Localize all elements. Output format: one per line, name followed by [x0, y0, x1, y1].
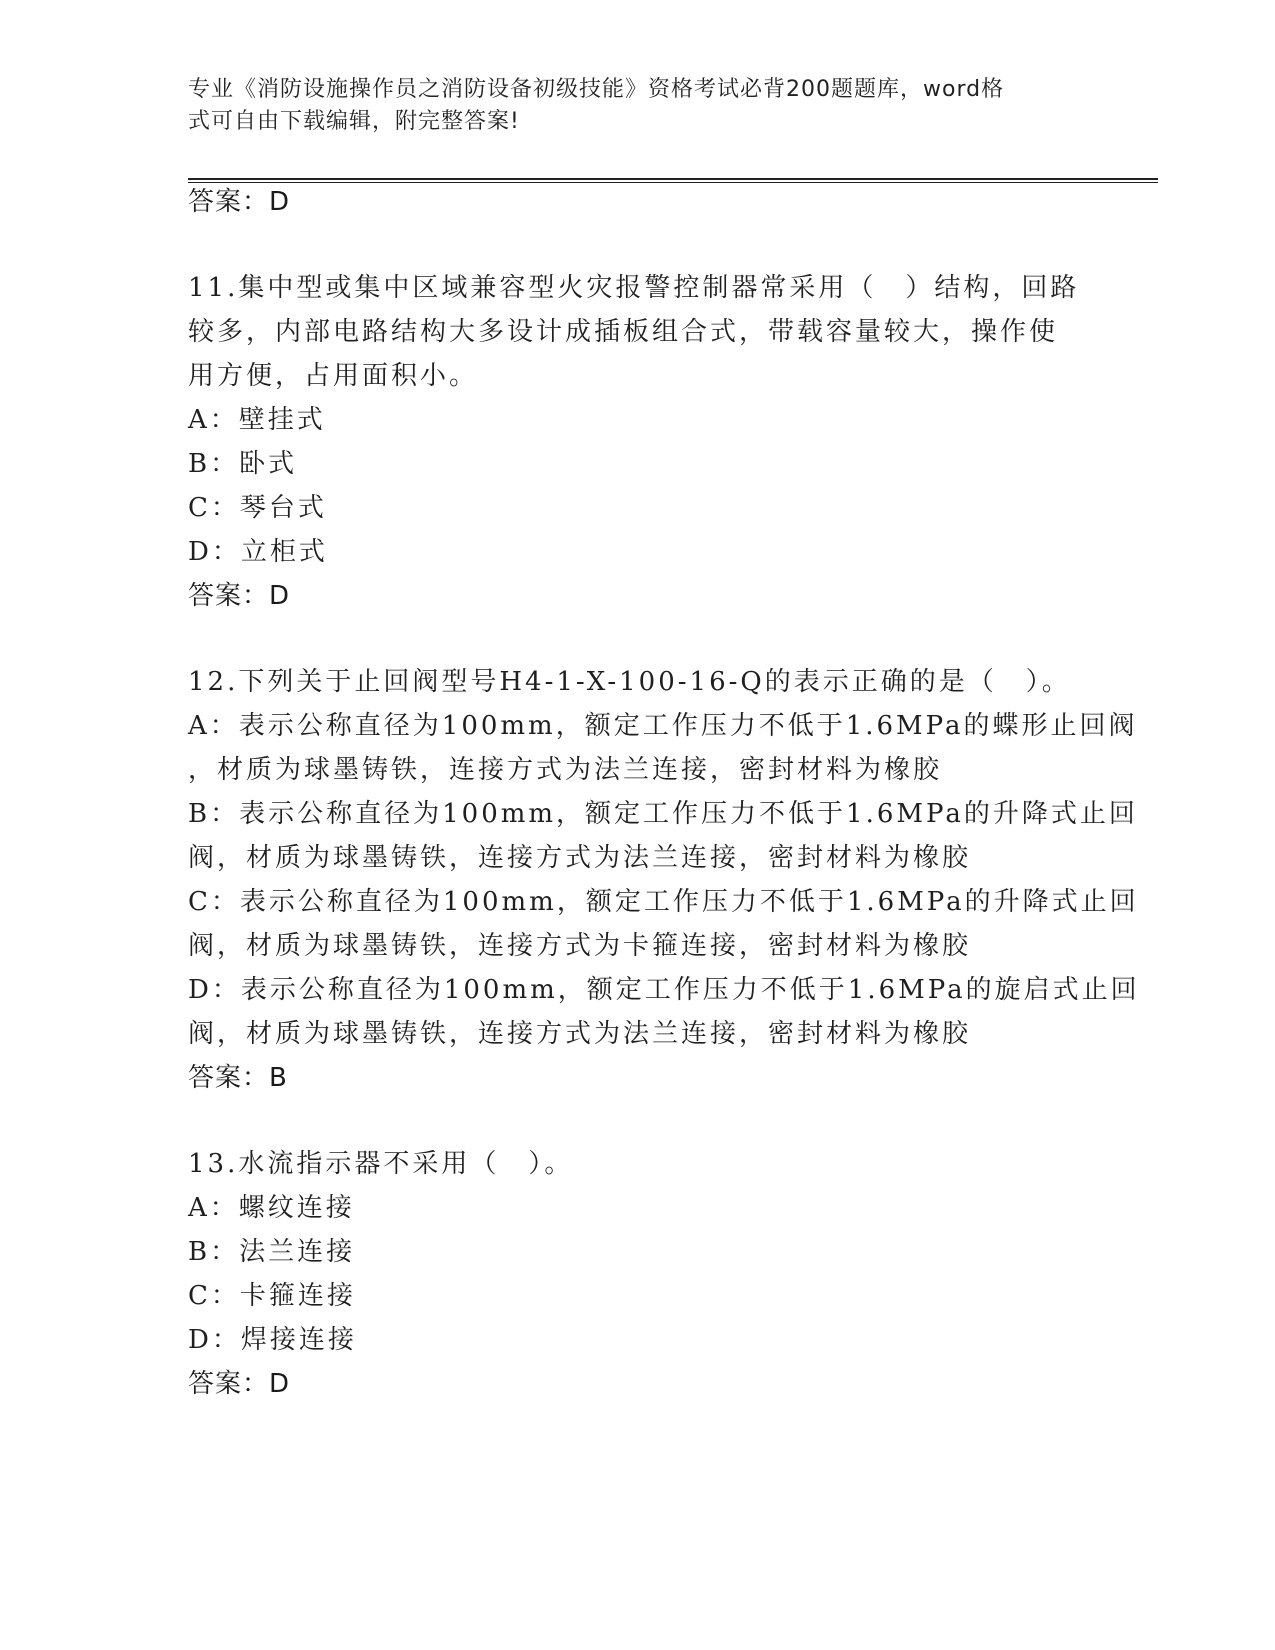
header-divider: [188, 178, 1158, 183]
question-12-option-b-line-1: B：表示公称直径为100mm，额定工作压力不低于1.6MPa的升降式止回: [188, 799, 1138, 829]
question-13-option-d: D：焊接连接: [188, 1325, 357, 1355]
previous-answer: 答案：D: [188, 187, 291, 217]
question-13-option-a: A：螺纹连接: [188, 1193, 355, 1223]
question-13-option-c: C：卡箍连接: [188, 1281, 356, 1311]
question-12-option-d-line-2: 阀，材质为球墨铸铁，连接方式为法兰连接，密封材料为橡胶: [188, 1019, 972, 1049]
question-11-answer: 答案：D: [188, 581, 291, 611]
header-line-1: 专业《消防设施操作员之消防设备初级技能》资格考试必背200题题库，word格: [188, 77, 1005, 102]
question-11-stem-line-3: 用方便，占用面积小。: [188, 361, 479, 391]
question-13-option-b: B：法兰连接: [188, 1237, 356, 1267]
question-12-option-c-line-2: 阀，材质为球墨铸铁，连接方式为卡箍连接，密封材料为橡胶: [188, 931, 972, 961]
question-11-stem-line-1: 11.集中型或集中区域兼容型火灾报警控制器常采用（ ）结构，回路: [188, 273, 1080, 303]
question-12-stem: 12.下列关于止回阀型号H4-1-X-100-16-Q的表示正确的是（ ）。: [188, 667, 1071, 697]
question-12-option-d-line-1: D：表示公称直径为100mm，额定工作压力不低于1.6MPa的旋启式止回: [188, 975, 1140, 1005]
question-12-option-b-line-2: 阀，材质为球墨铸铁，连接方式为法兰连接，密封材料为橡胶: [188, 843, 972, 873]
document-header: [188, 74, 1068, 138]
question-12-option-c-line-1: C：表示公称直径为100mm，额定工作压力不低于1.6MPa的升降式止回: [188, 887, 1139, 917]
question-12-answer: 答案：B: [188, 1063, 288, 1093]
question-13-answer: 答案：D: [188, 1369, 291, 1399]
question-11-option-c: C：琴台式: [188, 493, 327, 523]
question-12-option-a-line-2: ，材质为球墨铸铁，连接方式为法兰连接，密封材料为橡胶: [188, 755, 943, 785]
question-11-stem-line-2: 较多，内部电路结构大多设计成插板组合式，带载容量较大，操作使: [188, 317, 1059, 347]
question-11-option-b: B：卧式: [188, 449, 298, 479]
question-13-stem: 13.水流指示器不采用（ ）。: [188, 1149, 574, 1179]
header-line-2: 式可自由下载编辑，附完整答案!: [188, 109, 520, 134]
question-11-option-a: A：壁挂式: [188, 405, 326, 435]
question-11-option-d: D：立柜式: [188, 537, 328, 567]
question-12-option-a-line-1: A：表示公称直径为100mm，额定工作压力不低于1.6MPa的蝶形止回阀: [188, 711, 1138, 741]
